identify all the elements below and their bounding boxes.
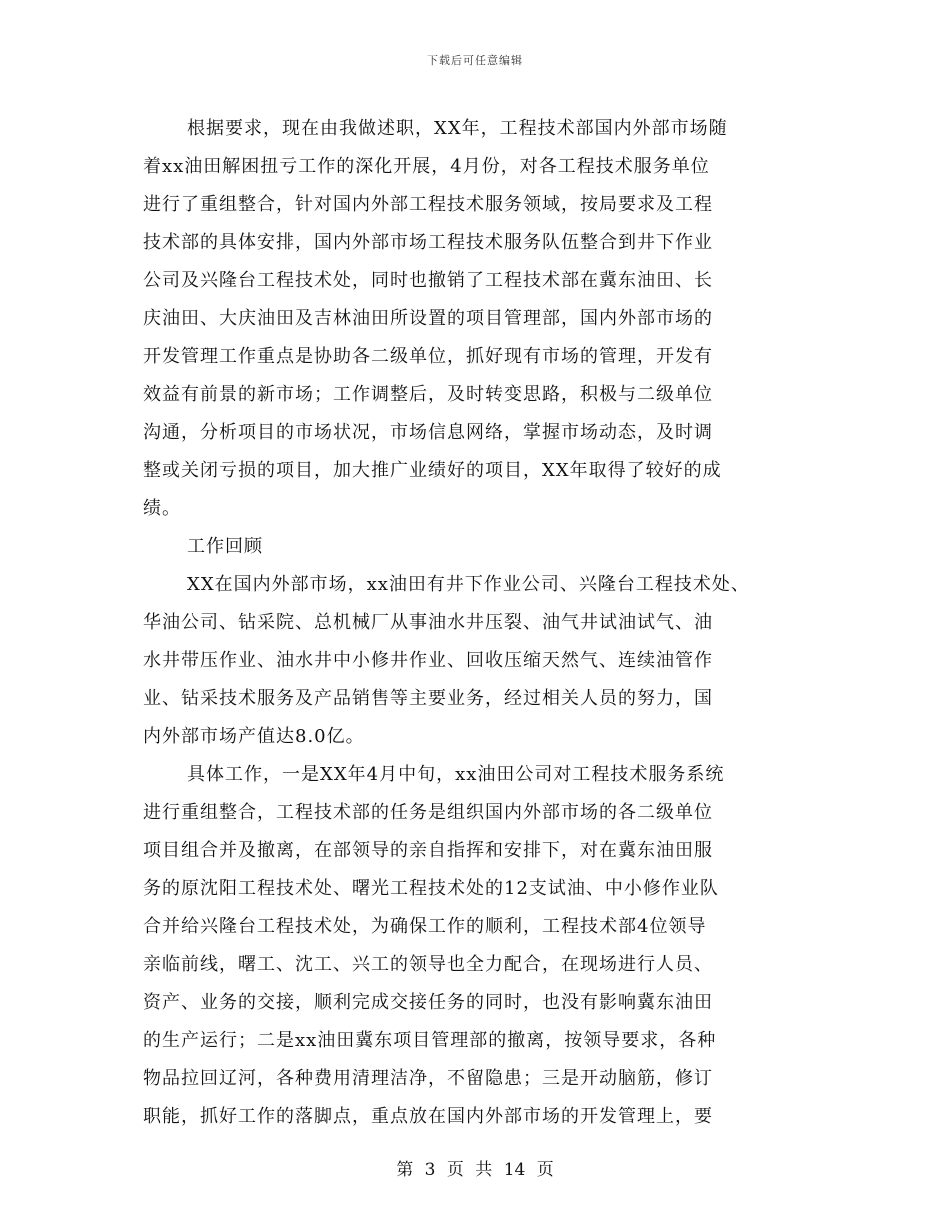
text-line: 开发管理工作重点是协助各二级单位，抓好现有市场的管理，开发有 bbox=[143, 346, 713, 367]
text-line: 沟通，分析项目的市场状况，市场信息网络，掌握市场动态，及时调 bbox=[143, 422, 713, 443]
text-line: 水井带压作业、油水井中小修井作业、回收压缩天然气、连续油管作 bbox=[143, 650, 713, 671]
text-line: 职能，抓好工作的落脚点，重点放在国内外部市场的开发管理上，要 bbox=[143, 1106, 713, 1127]
text-line: 效益有前景的新市场；工作调整后，及时转变思路，积极与二级单位 bbox=[143, 384, 713, 405]
text-line: 项目组合并及撤离，在部领导的亲自指挥和安排下，对在冀东油田服 bbox=[143, 840, 713, 861]
text-line: 具体工作，一是XX年4月中旬，xx油田公司对工程技术服务系统 bbox=[187, 764, 725, 785]
text-line: 着xx油田解困扭亏工作的深化开展，4月份，对各工程技术服务单位 bbox=[143, 156, 710, 177]
text-line: 物品拉回辽河，各种费用清理洁净，不留隐患；三是开动脑筋，修订 bbox=[143, 1068, 713, 1089]
text-line: XX在国内外部市场，xx油田有井下作业公司、兴隆台工程技术处、 bbox=[187, 574, 750, 595]
text-line: 绩。 bbox=[143, 498, 181, 519]
text-line: 内外部市场产值达8.0亿。 bbox=[143, 726, 365, 747]
text-line: 整或关闭亏损的项目，加大推广业绩好的项目，XX年取得了较好的成 bbox=[143, 460, 722, 481]
text-line: 工作回顾 bbox=[187, 536, 263, 557]
text-line: 合并给兴隆台工程技术处，为确保工作的顺利，工程技术部4位领导 bbox=[143, 916, 707, 937]
page-number: 第 3 页 共 14 页 bbox=[396, 1160, 554, 1180]
text-line: 务的原沈阳工程技术处、曙光工程技术处的12支试油、中小修作业队 bbox=[143, 878, 719, 899]
page-header: 下载后可任意编辑 bbox=[427, 54, 523, 67]
text-line: 技术部的具体安排，国内外部市场工程技术服务队伍整合到井下作业 bbox=[143, 232, 713, 253]
text-line: 亲临前线，曙工、沈工、兴工的领导也全力配合，在现场进行人员、 bbox=[143, 954, 713, 975]
text-line: 业、钻采技术服务及产品销售等主要业务，经过相关人员的努力，国 bbox=[143, 688, 713, 709]
text-line: 资产、业务的交接，顺利完成交接任务的同时，也没有影响冀东油田 bbox=[143, 992, 713, 1013]
text-line: 的生产运行；二是xx油田冀东项目管理部的撤离，按领导要求，各种 bbox=[143, 1030, 717, 1051]
text-line: 进行了重组整合，针对国内外部工程技术服务领域，按局要求及工程 bbox=[143, 194, 713, 215]
text-line: 华油公司、钻采院、总机械厂从事油水井压裂、油气井试油试气、油 bbox=[143, 612, 713, 633]
text-line: 公司及兴隆台工程技术处，同时也撤销了工程技术部在冀东油田、长 bbox=[143, 270, 713, 291]
document-body bbox=[143, 110, 815, 1136]
text-line: 进行重组整合，工程技术部的任务是组织国内外部市场的各二级单位 bbox=[143, 802, 713, 823]
text-line: 庆油田、大庆油田及吉林油田所设置的项目管理部，国内外部市场的 bbox=[143, 308, 713, 329]
text-line: 根据要求，现在由我做述职，XX年，工程技术部国内外部市场随 bbox=[187, 118, 728, 139]
